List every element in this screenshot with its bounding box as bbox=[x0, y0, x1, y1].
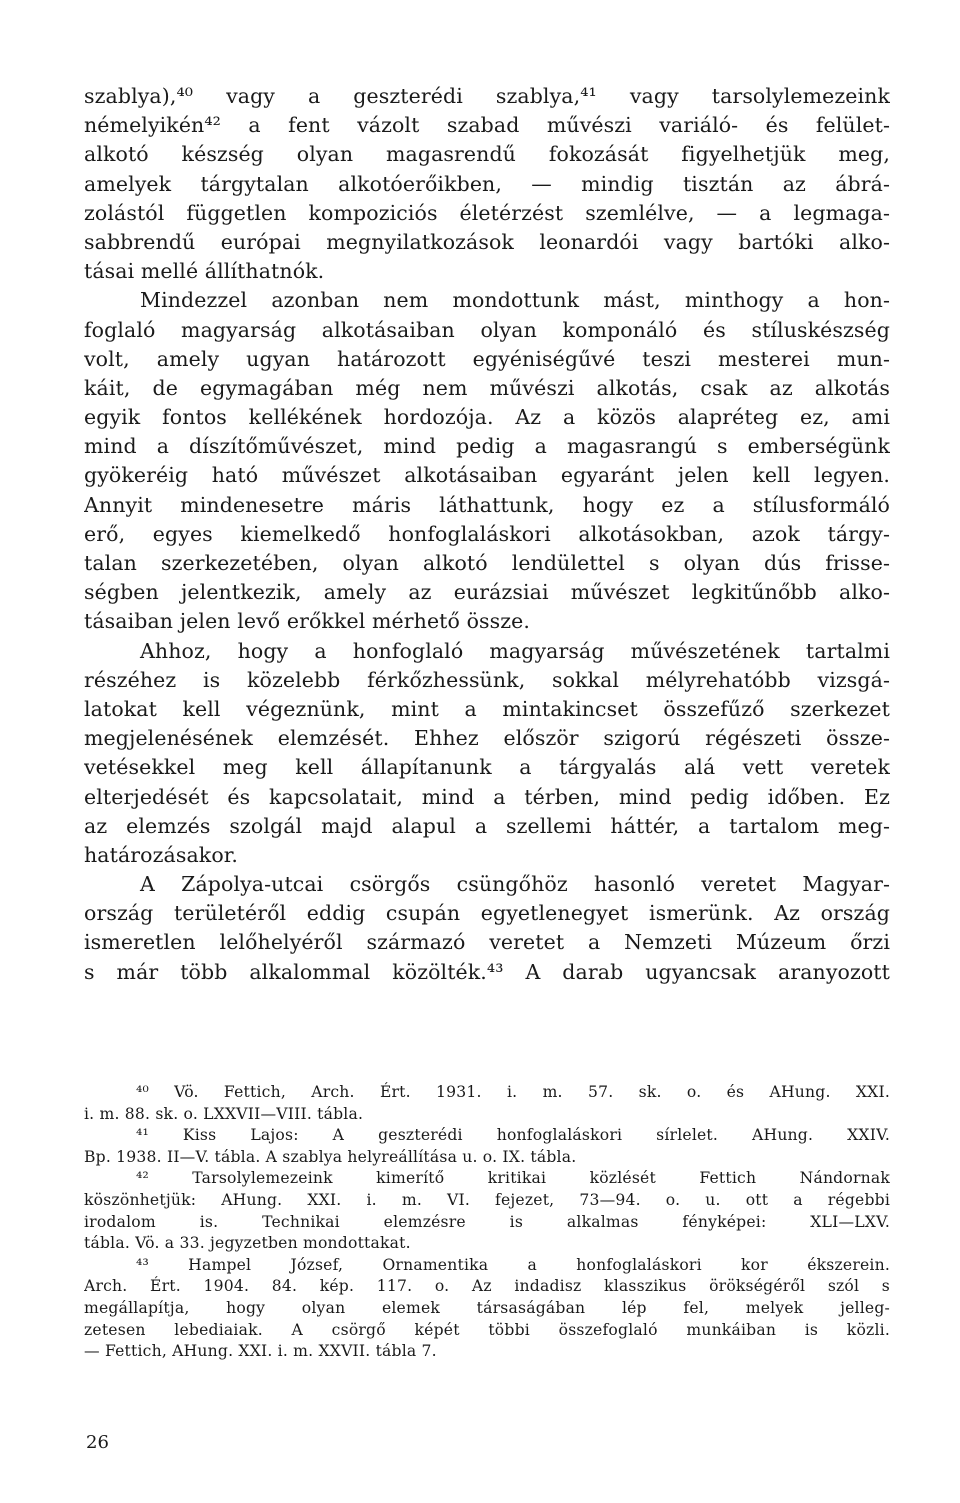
body-text-line: talan szerkezetében, olyan alkotó lendülettel s olyan dús frisse- bbox=[84, 551, 890, 575]
body-text-line: sabbrendű európai megnyilatkozások leonardói vagy bartóki alko- bbox=[84, 229, 890, 254]
body-text-line: amelyek tárgytalan alkotóerőikben, — mindig tisztán az ábrá- bbox=[84, 171, 890, 196]
footnote-line: Bp. 1938. II—V. tábla. A szablya helyreállítása u. o. IX. tábla. bbox=[84, 1147, 577, 1166]
footnote-line: irodalom is. Technikai elemzésre is alkalmas fényképei: XLI—LXV. bbox=[84, 1212, 890, 1231]
body-text-line: az elemzés szolgál majd alapul a szellemi háttér, a tartalom meg- bbox=[84, 813, 890, 838]
body-text-line: foglaló magyarság alkotásaiban olyan komponáló és stíluskészség bbox=[84, 317, 890, 342]
body-text-line: s már több alkalommal közölték.⁴³ A darab ugyancsak aranyozott bbox=[84, 959, 890, 984]
body-text bbox=[84, 82, 890, 987]
body-text-line: A Zápolya-utcai csörgős csüngőhöz hasonló veretet Magyar- bbox=[140, 872, 890, 897]
body-text-line: Ahhoz, hogy a honfoglaló magyarság művészetének tartalmi bbox=[140, 638, 890, 663]
body-text-line: ségben jelentkezik, amely az eurázsiai művészet legkitűnőbb alko- bbox=[84, 580, 890, 605]
footnote-line: Arch. Ért. 1904. 84. kép. 117. o. Az indadisz klasszikus örökségéről szól s bbox=[84, 1277, 890, 1296]
body-text-line: Mindezzel azonban nem mondottunk mást, minthogy a hon- bbox=[140, 288, 890, 313]
body-text-line: határozásakor. bbox=[84, 842, 239, 867]
body-text-line: latokat kell végeznünk, mint a mintakincset összefűző szerkezet bbox=[84, 696, 890, 721]
page-number: 26 bbox=[86, 1432, 109, 1453]
footnote-line: ⁴¹ Kiss Lajos: A geszterédi honfoglaláskori sírlelet. AHung. XXIV. bbox=[136, 1126, 890, 1145]
body-text-line: gyökeréig ható művészet alkotásaiban egyaránt jelen kell legyen. bbox=[84, 463, 890, 488]
body-text-line: erő, egyes kiemelkedő honfoglaláskori alkotásokban, azok tárgy- bbox=[84, 521, 890, 546]
body-text-line: némelyikén⁴² a fent vázolt szabad művészi variáló- és felület- bbox=[84, 113, 890, 138]
body-text-line: káit, de egymagában még nem művészi alkotás, csak az alkotás bbox=[84, 375, 890, 400]
body-text-line: megjelenésének elemzését. Ehhez először szigorú régészeti össze- bbox=[84, 726, 890, 751]
footnote-line: i. m. 88. sk. o. LXXVII—VIII. tábla. bbox=[84, 1104, 364, 1123]
body-text-line: szablya),⁴⁰ vagy a geszterédi szablya,⁴¹ vagy tarsolylemezeink bbox=[84, 84, 890, 108]
body-text-line: ismeretlen lelőhelyéről származó veretet a Nemzeti Múzeum őrzi bbox=[84, 930, 890, 955]
body-text-line: zolástól független kompoziciós életérzést szemlélve, — a legmaga- bbox=[84, 200, 890, 225]
footnote-line: — Fettich, AHung. XXI. i. m. XXVII. tábla 7. bbox=[84, 1342, 437, 1361]
body-text-line: elterjedését és kapcsolatait, mind a térben, mind pedig időben. Ez bbox=[84, 784, 890, 809]
footnote-line: ⁴³ Hampel József, Ornamentika a honfoglaláskori kor ékszerein. bbox=[136, 1255, 890, 1274]
body-text-line: alkotó készség olyan magasrendű fokozását figyelhetjük meg, bbox=[84, 142, 890, 167]
footnote-line: megállapítja, hogy olyan elemek társaságában lép fel, melyek jelleg- bbox=[84, 1298, 890, 1317]
body-text-line: volt, amely ugyan határozott egyéniségűvé teszi mesterei mun- bbox=[84, 346, 890, 371]
body-text-line: tásai mellé állíthatnók. bbox=[84, 259, 325, 284]
footnote-line: zetesen lebediaiak. A csörgő képét többi összefoglaló munkáiban is közli. bbox=[84, 1320, 890, 1339]
body-text-line: részéhez is közelebb férkőzhessünk, sokkal mélyrehatóbb vizsgá- bbox=[84, 667, 890, 692]
body-text-line: ország területéről eddig csupán egyetlenegyet ismerünk. Az ország bbox=[84, 901, 890, 926]
body-text-line: vetésekkel meg kell állapítanunk a tárgyalás alá vett veretek bbox=[84, 755, 890, 780]
body-text-line: Annyit mindenesetre máris láthattunk, hogy ez a stílusformáló bbox=[84, 492, 890, 517]
footnotes bbox=[84, 1082, 890, 1363]
footnote-line: köszönhetjük: AHung. XXI. i. m. VI. fejezet, 73—94. o. u. ott a régebbi bbox=[84, 1190, 890, 1209]
body-text-line: tásaiban jelen levő erőkkel mérhető össze. bbox=[84, 609, 531, 634]
body-text-line: mind a díszítőművészet, mind pedig a magasrangú s emberségünk bbox=[84, 434, 890, 459]
footnote-line: tábla. Vö. a 33. jegyzetben mondottakat. bbox=[84, 1234, 411, 1253]
footnote-line: ⁴² Tarsolylemezeink kimerítő kritikai közlését Fettich Nándornak bbox=[136, 1169, 890, 1188]
body-text-line: egyik fontos kellékének hordozója. Az a közös alapréteg ez, ami bbox=[84, 405, 890, 430]
footnote-line: ⁴⁰ Vö. Fettich, Arch. Ért. 1931. i. m. 57. sk. o. és AHung. XXI. bbox=[136, 1083, 890, 1101]
